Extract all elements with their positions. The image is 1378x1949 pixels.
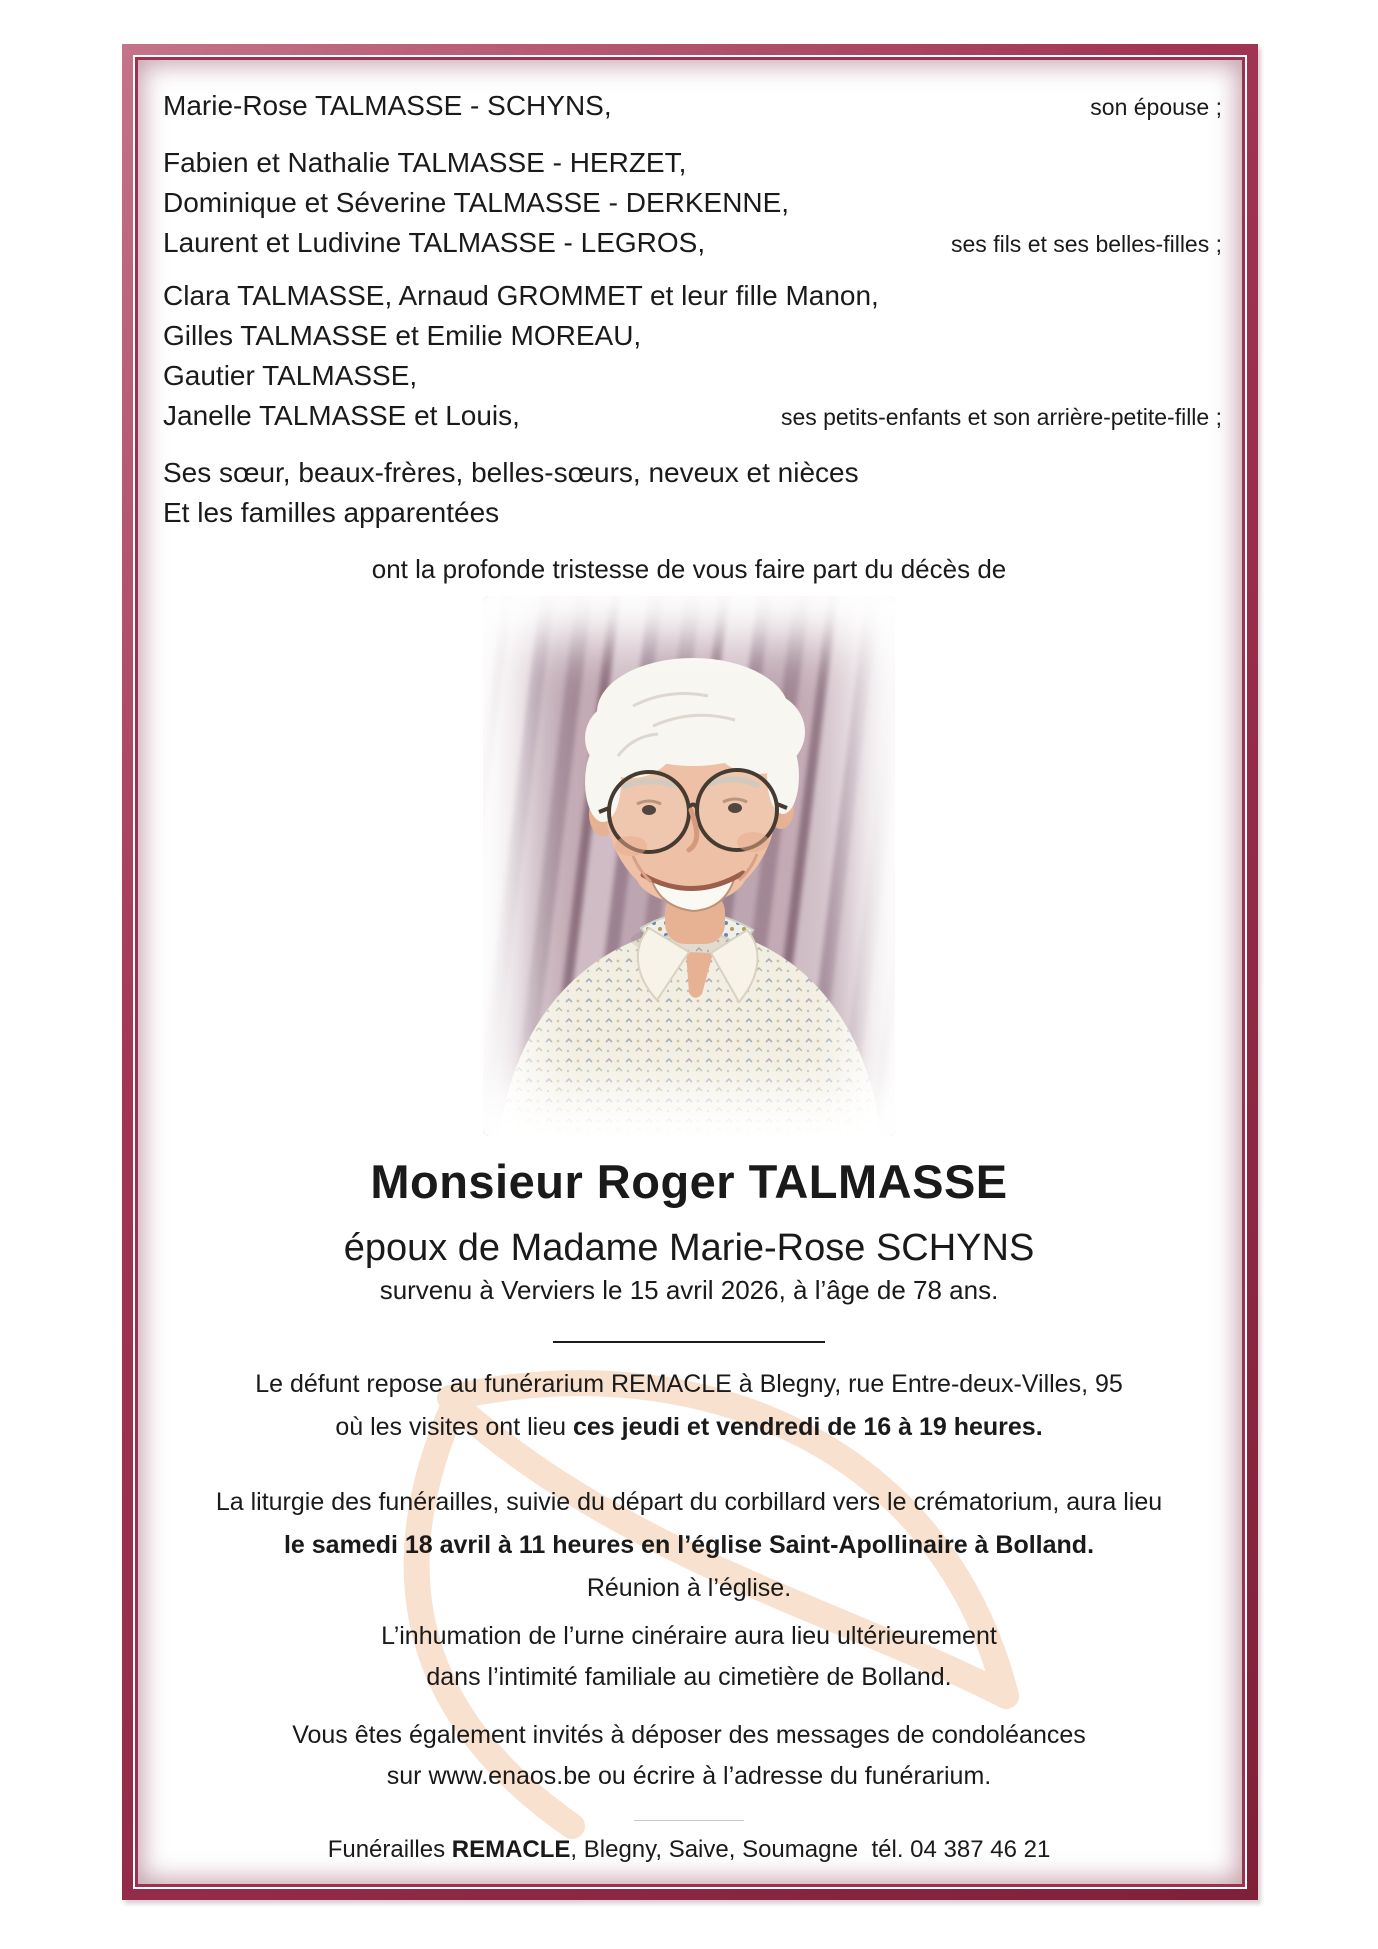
family-line bbox=[163, 493, 1222, 533]
footer-text: , Blegny, Saive, Soumagne tél. 04 387 46 21 bbox=[570, 1836, 1051, 1863]
family-line bbox=[163, 276, 1222, 316]
family-names: Janelle TALMASSE et Louis, bbox=[163, 400, 520, 431]
footer-line bbox=[139, 1833, 1239, 1867]
ceremony-text: où les visites ont lieu bbox=[335, 1413, 573, 1441]
family-group-spouse bbox=[163, 86, 1222, 126]
family-line bbox=[163, 223, 1222, 263]
family-line bbox=[163, 143, 1222, 183]
death-line: survenu à Verviers le 15 avril 2026, à l’âge de 78 ans. bbox=[379, 1275, 999, 1305]
relation-label: ses fils et ses belles-filles ; bbox=[951, 231, 1222, 257]
ceremony-text-bold: ces jeudi et vendredi de 16 à 19 heures. bbox=[572, 1413, 1043, 1441]
ceremony-line: dans l’intimité familiale au cimetière de Bolland. bbox=[426, 1663, 952, 1691]
family-names: Marie-Rose TALMASSE - SCHYNS, bbox=[163, 90, 612, 121]
ceremony-line: L’inhumation de l’urne cinéraire aura lieu ultérieurement bbox=[381, 1622, 997, 1650]
family-names: Ses sœur, beaux-frères, belles-sœurs, neveux et nièces bbox=[163, 457, 859, 488]
relation-label: ses petits-enfants et son arrière-petite-fille ; bbox=[780, 404, 1222, 430]
portrait-photo bbox=[483, 596, 895, 1136]
family-names: Fabien et Nathalie TALMASSE - HERZET, bbox=[163, 147, 687, 178]
family-line bbox=[163, 86, 1222, 126]
family-names: Gautier TALMASSE, bbox=[163, 360, 418, 391]
ceremony-line bbox=[139, 1409, 1239, 1445]
ceremony-text-bold: le samedi 18 avril à 11 heures en l’église Saint-Apollinaire à Bolland. bbox=[283, 1531, 1095, 1559]
family-names: Clara TALMASSE, Arnaud GROMMET et leur fille Manon, bbox=[163, 280, 879, 311]
spouse-line: époux de Madame Marie-Rose SCHYNS bbox=[343, 1227, 1035, 1269]
footer-text: Funérailles bbox=[327, 1836, 452, 1863]
family-names: Dominique et Séverine TALMASSE - DERKENNE, bbox=[163, 187, 790, 218]
family-line bbox=[163, 356, 1222, 396]
portrait-illustration bbox=[483, 596, 895, 1136]
family-line bbox=[163, 396, 1222, 436]
announcement-line: ont la profonde tristesse de vous faire part du décès de bbox=[371, 554, 1007, 584]
footer-separator-line bbox=[139, 1820, 1239, 1821]
family-line bbox=[163, 316, 1222, 356]
ceremony-line: La liturgie des funérailles, suivie du départ du corbillard vers le crématorium, aura lieu bbox=[215, 1488, 1163, 1516]
deceased-name: Monsieur Roger TALMASSE bbox=[370, 1155, 1008, 1208]
family-names: Laurent et Ludivine TALMASSE - LEGROS, bbox=[163, 227, 706, 258]
ceremony-line bbox=[139, 1527, 1239, 1563]
funeral-home-name: REMACLE bbox=[451, 1836, 571, 1863]
family-line bbox=[163, 183, 1222, 223]
ceremony-line: Réunion à l’église. bbox=[586, 1574, 792, 1602]
ceremony-line: Vous êtes également invités à déposer des messages de condoléances bbox=[292, 1721, 1086, 1749]
family-group-sons bbox=[163, 143, 1222, 263]
ceremony-line: Le défunt repose au funérarium REMACLE à Blegny, rue Entre-deux-Villes, 95 bbox=[255, 1370, 1123, 1398]
separator-line bbox=[139, 1341, 1239, 1343]
ceremony-line: sur www.enaos.be ou écrire à l’adresse du funérarium. bbox=[386, 1762, 992, 1790]
family-group-others bbox=[163, 453, 1222, 533]
relation-label: son épouse ; bbox=[1090, 94, 1222, 120]
family-names: Et les familles apparentées bbox=[163, 497, 500, 528]
family-group-grandchildren bbox=[163, 276, 1222, 436]
family-names: Gilles TALMASSE et Emilie MOREAU, bbox=[163, 320, 642, 351]
family-line bbox=[163, 453, 1222, 493]
